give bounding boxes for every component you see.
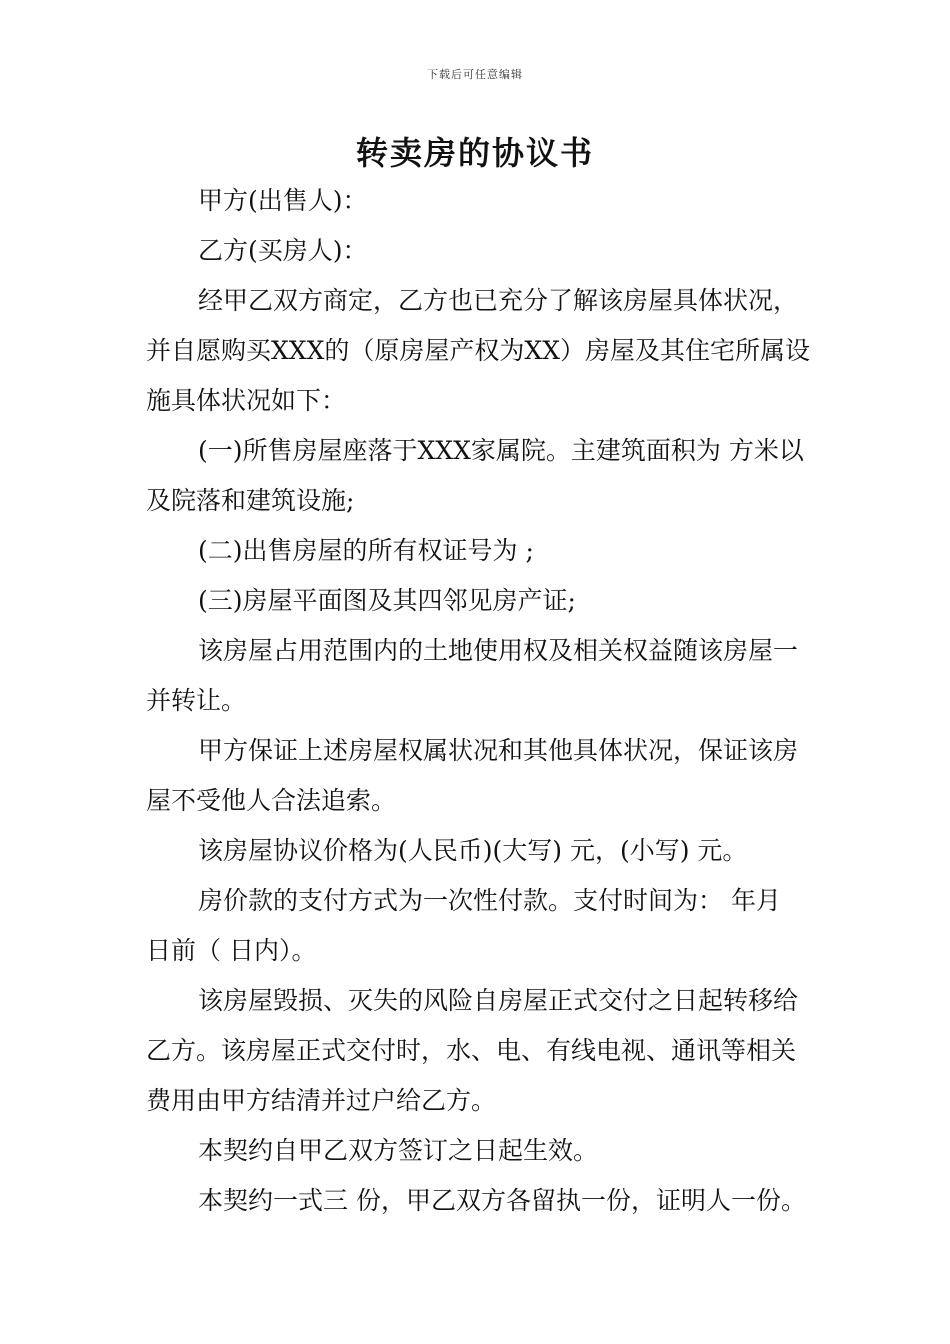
effective-date-paragraph: 本契约自甲乙双方签订之日起生效。 (198, 1136, 599, 1165)
document-title: 转卖房的协议书 (355, 134, 594, 172)
copies-paragraph: 本契约一式三 份，甲乙双方各留执一份，证明人一份。 (198, 1186, 806, 1215)
payment-method-paragraph: 房价款的支付方式为一次性付款。支付时间为： 年月 日前（ 日内）。 (146, 886, 781, 965)
agreement-intro-paragraph: 经甲乙双方商定，乙方也已充分了解该房屋具体状况，并自愿购买XXX的（原房屋产权为XX）房屋及其住宅所属设施具体状况如下： (146, 286, 810, 415)
seller-guarantee-paragraph: 甲方保证上述房屋权属状况和其他具体状况，保证该房屋不受他人合法追索。 (146, 736, 799, 815)
party-b-line: 乙方(买房人)： (198, 236, 368, 265)
page-header: 下载后可任意编辑 (427, 68, 523, 81)
ownership-certificate-paragraph: (二)出售房屋的所有权证号为 ; (198, 536, 534, 565)
land-use-rights-paragraph: 该房屋占用范围内的土地使用权及相关权益随该房屋一并转让。 (146, 636, 799, 715)
risk-transfer-paragraph: 该房屋毁损、灭失的风险自房屋正式交付之日起转移给乙方。该房屋正式交付时，水、电、有线电视、通讯等相关费用由甲方结清并过户给乙方。 (146, 986, 799, 1115)
floor-plan-paragraph: (三)房屋平面图及其四邻见房产证; (198, 586, 576, 615)
price-paragraph: 该房屋协议价格为(人民币)(大写) 元，(小写) 元。 (198, 836, 748, 865)
document-body (146, 176, 810, 1226)
property-location-paragraph: (一)所售房屋座落于XXX家属院。主建筑面积为 方米以及院落和建筑设施; (146, 436, 804, 515)
party-a-line: 甲方(出售人)： (198, 186, 368, 215)
